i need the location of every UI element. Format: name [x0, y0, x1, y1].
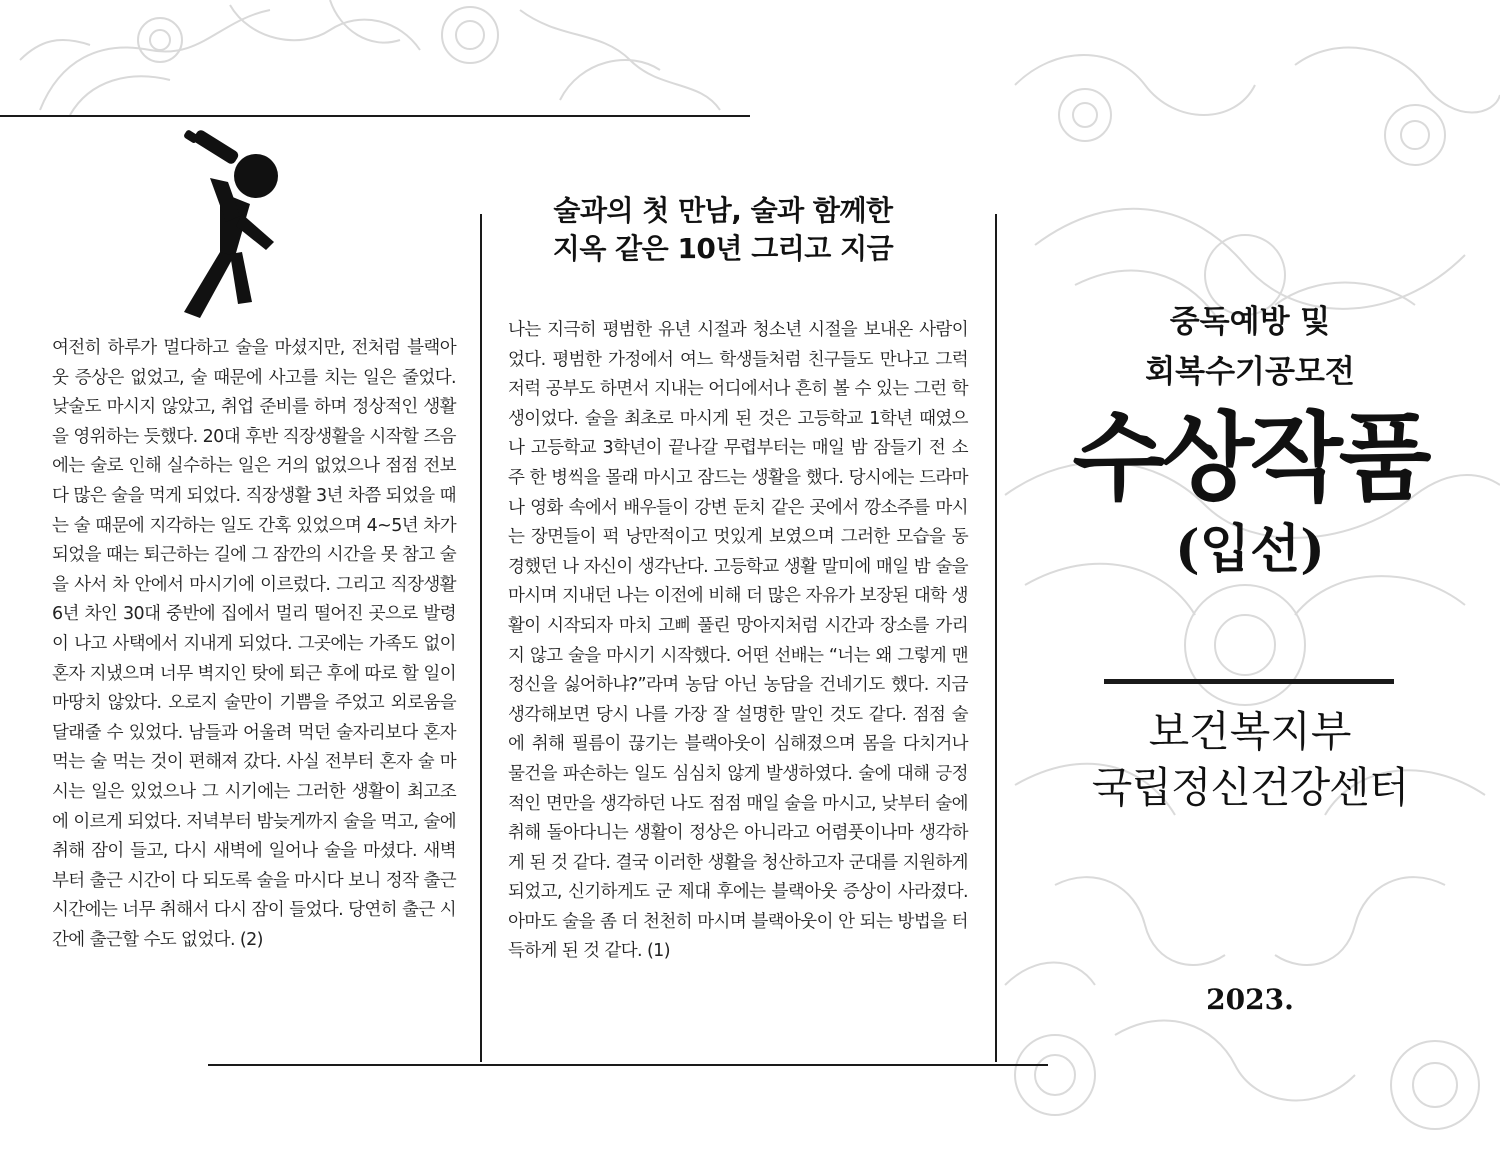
column-divider-left	[480, 214, 482, 1062]
ministry-name: 보건복지부	[1148, 707, 1352, 756]
award-subtitle: (입선)	[1175, 519, 1325, 580]
left-column-text: 여전히 하루가 멀다하고 술을 마셨지만, 전처럼 블랙아웃 증상은 없었고, 술 때문에 사고를 치는 일은 줄었다. 낮술도 마시지 않았고, 취업 준비를 하며 정상적인 생활을 영위하는 듯했다. 20대 후반 직장생활을 시작할 즈음에는 술로 인해 실수하는 일은 거의 없었으나 점점 전보다 많은 술을 먹게 되었다. 직장생활 3년 차쯤 되었을 때는 술 때문에 지각하는 일도 간혹 있었으며 4~5년 차가 되었을 때는 퇴근하는 길에 그 잠깐의 시간을 못 참고 술을 사서 차 안에서 마시기에 이르렀다. 그리고 직장생활 6년 차인 30대 중반에 집에서 멀리 떨어진 곳으로 발령이 나고 사택에서 지내게 되었다. 그곳에는 가족도 없이 혼자 지냈으며 너무 벽지인 탓에 퇴근 후에 따로 할 일이 마땅치 않았다. 오로지 술만이 기쁨을 주었고 외로움을 달래줄 수 있었다. 남들과 어울려 먹던 술자리보다 혼자 먹는 술 먹는 것이 편해져 갔다. 사실 전부터 혼자 술 마시는 일은 있었으나 그 시기에는 그러한 생활이 최고조에 이르게 되었다. 저녁부터 밤늦게까지 술을 먹고, 술에 취해 잠이 들고, 다시 새벽에 일어나 술을 마셨다. 새벽부터 출근 시간이 다 되도록 술을 마시다 보니 정작 출근 시간에는 너무 취해서 다시 잠이 들었다. 당연히 출근 시간에 출근할 수도 없었다. (2)	[52, 338, 456, 950]
bottom-rule	[208, 1064, 1048, 1066]
article-body-text: 나는 지극히 평범한 유년 시절과 청소년 시절을 보내온 사람이었다. 평범한 가정에서 여느 학생들처럼 친구들도 만나고 그럭저럭 공부도 하면서 지내는 어디에서나 흔히 볼 수 있는 그런 학생이었다. 술을 최초로 마시게 된 것은 고등학교 1학년 때였으나 고등학교 3학년이 끝나갈 무렵부터는 매일 밤 잠들기 전 소주 한 병씩을 몰래 마시고 잠드는 생활을 했다. 당시에는 드라마나 영화 속에서 배우들이 강변 둔치 같은 곳에서 깡소주를 마시는 장면들이 퍽 낭만적이고 멋있게 보였으며 그러한 모습을 동경했던 나 자신이 생각난다. 고등학교 생활 말미에 매일 밤 술을 마시며 지내던 나는 이전에 비해 더 많은 자유가 보장된 대학 생활이 시작되자 마치 고삐 풀린 망아지처럼 시간과 장소를 가리지 않고 술을 마시기 시작했다. 어떤 선배는 “너는 왜 그렇게 맨정신을 싫어하냐?”라며 농담 아닌 농담을 건네기도 했다. 지금 생각해보면 당시 나를 가장 잘 설명한 말인 것도 같다. 점점 술에 취해 필름이 끊기는 블랙아웃이 심해졌으며 몸을 다치거나 물건을 파손하는 일도 심심치 않게 발생하였다. 술에 대해 긍정적인 면만을 생각하던 나도 점점 매일 술을 마시고, 낮부터 술에 취해 돌아다니는 생활이 정상은 아니라고 어렴풋이나마 생각하게 된 것 같다. 결국 이러한 생활을 청산하고자 군대를 지원하게 되었고, 신기하게도 군 제대 후에는 블랙아웃 증상이 사라졌다. 아마도 술을 좀 더 천천히 마시며 블랙아웃이 안 되는 방법을 터득하게 된 것 같다. (1)	[508, 320, 968, 962]
article-title-line1: 술과의 첫 만남, 술과 함께한	[553, 194, 893, 227]
cover-divider	[1104, 679, 1394, 684]
drinking-person-icon	[170, 130, 290, 322]
article-title-line2: 지옥 같은 10년 그리고 지금	[552, 232, 894, 265]
center-name: 국립정신건강센터	[1091, 763, 1409, 812]
publication-year: 2023.	[1206, 983, 1294, 1016]
contest-name-line2: 회복수기공모전	[1145, 354, 1355, 390]
article-title	[500, 192, 946, 268]
top-rule	[0, 115, 750, 117]
column-divider-right	[995, 214, 997, 1062]
award-title: 수상작품	[1072, 401, 1428, 514]
contest-name-line1: 중독예방 및	[1169, 304, 1331, 340]
ornament-pattern-top	[0, 0, 1000, 120]
